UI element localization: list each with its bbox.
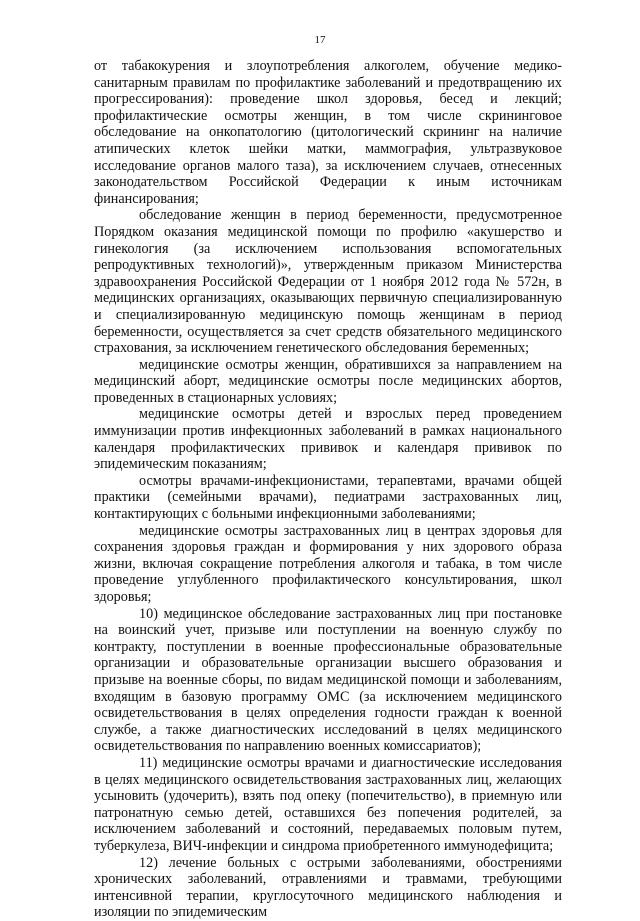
paragraph: медицинские осмотры женщин, обратившихся за направлением на медицинский аборт, медицинские осмотры после медицинских абортов, проведенных в стационарных условиях; bbox=[94, 356, 562, 406]
paragraph: 11) медицинские осмотры врачами и диагностические исследования в целях медицинского освидетельствования застрахованных лиц, желающих усыновить (удочерить), взять под опеку (попечительство), в приемную или патронатную семью детей, оставшихся без попечения родителей, за исключением заболеваний и состояний, передаваемых половым путем, туберкулеза, ВИЧ-инфекции и синдрома приобретенного иммунодефицита; bbox=[94, 754, 562, 854]
paragraph: осмотры врачами-инфекционистами, терапевтами, врачами общей практики (семейными врачами), педиатрами застрахованных лиц, контактирующих с больными инфекционными заболеваниями; bbox=[94, 472, 562, 523]
paragraph: обследование женщин в период беременности, предусмотренное Порядком оказания медицинской помощи по профилю «акушерство и гинекология (за исключением использования вспомогательных репродуктивных технологий)», утвержденным приказом Министерства здравоохранения Российской Федерации от 1 ноября 2012 года № 572н, в медицинских организациях, оказывающих первичную специализированную и специализированную медицинскую помощь женщинам в период беременности, осуществляется за счет средств обязательного медицинского страхования, за исключением генетического обследования беременных; bbox=[94, 207, 562, 357]
paragraph: 10) медицинское обследование застрахованных лиц при постановке на воинский учет, призыве или поступлении на военную службу по контракту, поступлении в военные профессиональные образовательные организации и образовательные организации высшего образования и призыве на военные сборы, по видам медицинской помощи и заболеваниям, входящим в базовую программу ОМС (за исключением медицинского освидетельствования в целях определения годности граждан к военной службе, а также диагностических исследований в целях медицинского освидетельствования по направлению военных комиссариатов); bbox=[94, 605, 562, 755]
page-body bbox=[94, 58, 562, 921]
page-number: 17 bbox=[314, 34, 326, 46]
paragraph: медицинские осмотры детей и взрослых перед проведением иммунизации против инфекционных заболеваний в рамках национального календаря профилактических прививок и календаря прививок по эпидемическим показаниям; bbox=[94, 406, 562, 473]
paragraph: 12) лечение больных с острыми заболеваниями, обострениями хронических заболеваний, отравлениями и травмами, требующими интенсивной терапии, круглосуточного медицинского наблюдения и изоляции по эпидемическим bbox=[94, 854, 562, 921]
paragraph: медицинские осмотры застрахованных лиц в центрах здоровья для сохранения здоровья граждан и формирования у них здорового образа жизни, включая сокращение потребления алкоголя и табака, в том числе проведение углубленного профилактического консультирования, школ здоровья; bbox=[94, 522, 562, 605]
paragraph: от табакокурения и злоупотребления алкоголем, обучение медико-санитарным правилам по профилактике заболеваний и предотвращению их прогрессирования): проведение школ здоровья, бесед и лекций; профилактические осмотры женщин, в том числе скрининговое обследование на онкопатологию (цитологический скрининг на наличие атипических клеток шейки матки, маммография, ультразвуковое исследование органов малого таза), за исключением случаев, отнесенных законодательством Российской Федерации к иным источникам финансирования; bbox=[94, 58, 562, 207]
